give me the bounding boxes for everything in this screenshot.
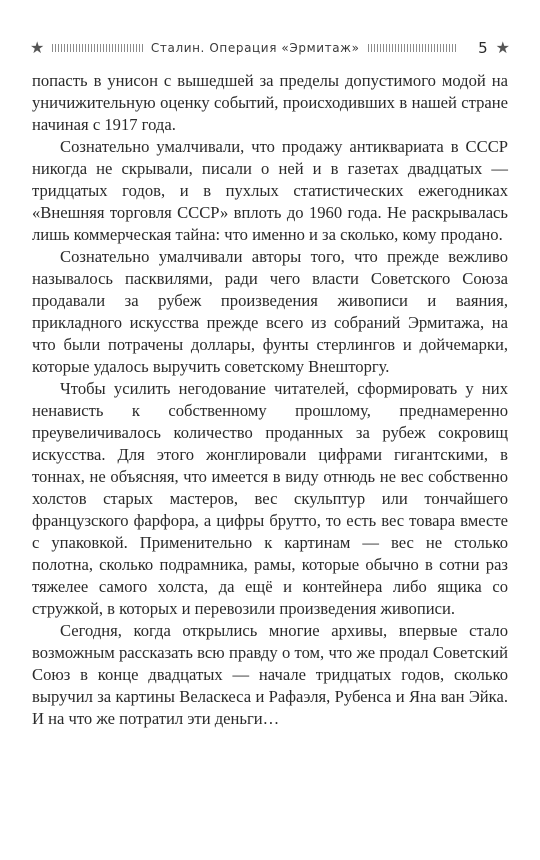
running-header <box>30 38 510 58</box>
dotted-rule-left <box>52 44 143 52</box>
paragraph: Сознательно умалчивали авторы того, что прежде вежливо называлось пасквилями, ради чего власти Советского Союза продавали за рубеж произведения живописи и ваяния, прикладного искусства прежде всего из собраний Эрмитажа, на что были потрачены доллары, фунты стерлингов и дойчемарки, которые удалось выручить советскому Внешторгу. <box>32 247 508 376</box>
dotted-rule-right <box>368 44 459 52</box>
paragraph: Сегодня, когда открылись многие архивы, впервые стало возможным рассказать всю правду о том, что же продал Советский Союз в конце двадцатых — начале тридцатых годов, сколько выручил за картины Веласкеса и Рафаэля, Рубенса и Яна ван Эйка. И на что же потратил эти деньги… <box>32 621 508 728</box>
paragraph: Сознательно умалчивали, что продажу антиквариата в СССР никогда не скрывали, писали о ней и в газетах двадцатых — тридцатых годов, и в пухлых статистических ежегодниках «Внешняя торговля СССР» вплоть до 1960 года. Не раскрывалась лишь коммерческая тайна: что именно и за сколько, кому продано. <box>32 137 508 244</box>
star-icon: ★ <box>495 38 510 57</box>
page-number: 5 <box>478 39 488 57</box>
paragraph: попасть в унисон с вышедшей за пределы допустимого модой на уничижительную оценку событий, происходивших в нашей стране начиная с 1917 года. <box>32 71 508 134</box>
page-body <box>32 70 508 730</box>
star-icon: ★ <box>30 38 45 57</box>
running-title: Сталин. Операция «Эрмитаж» <box>150 41 360 55</box>
paragraph: Чтобы усилить негодование читателей, сформировать у них ненависть к собственному прошлому, преднамеренно преувеличивалось количество проданных за рубеж сокровищ искусства. Для этого жонглировали цифрами гигантскими, в тоннах, не объясняя, что имеется в виду отнюдь не вес собственно холстов старых мастеров, вес скульптур или тончайшего французского фарфора, а цифры брутто, то есть вес товара вместе с упаковкой. Применительно к картинам — вес не столько полотна, сколько подрамника, рамы, которые обычно в сотни раз тяжелее самого холста, да ещё и контейнера либо ящика со стружкой, в которых и перевозили произведения живописи. <box>32 379 508 618</box>
